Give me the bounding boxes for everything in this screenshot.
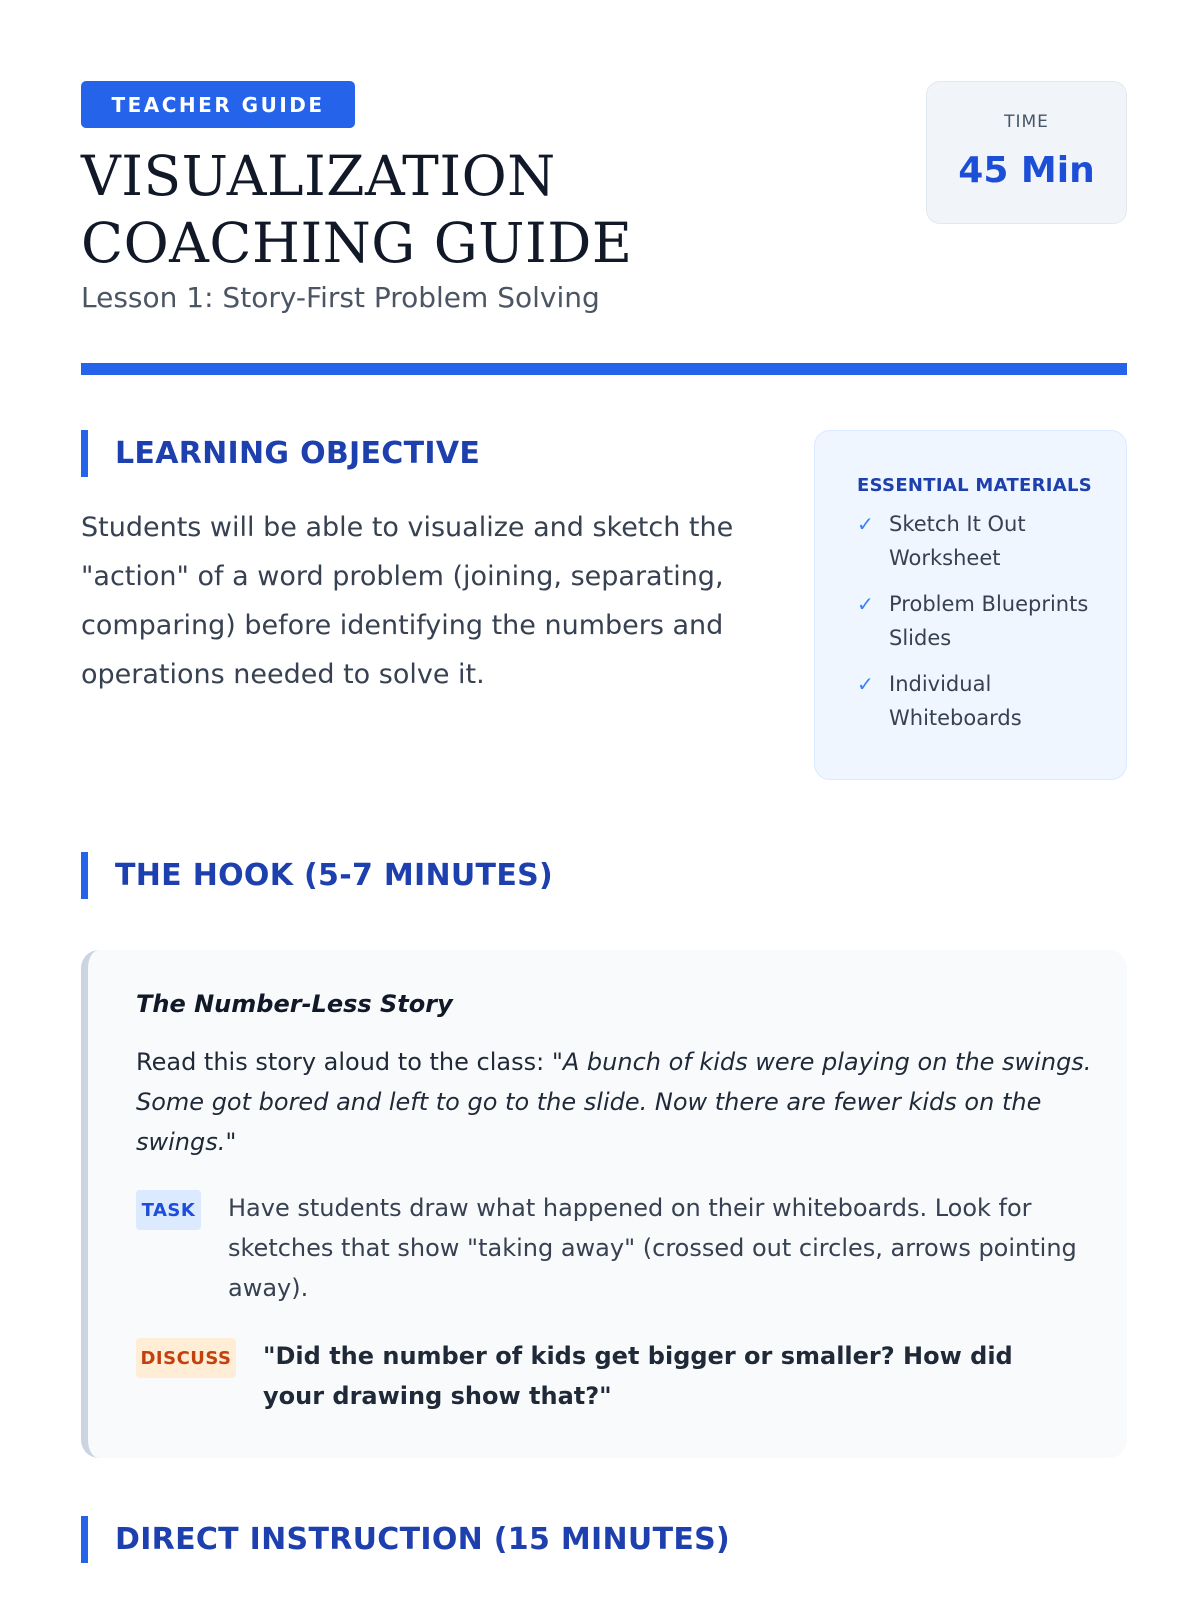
learning-objective-text: Students will be able to visualize and sketch the "action" of a word problem (joining, separating, comparing) before identifying the numbers and operations needed to solve it. <box>81 512 734 690</box>
lesson-subtitle: Lesson 1: Story-First Problem Solving <box>81 281 600 314</box>
material-item <box>857 587 1107 655</box>
learning-objective-heading: LEARNING OBJECTIVE <box>81 430 480 477</box>
essential-materials-card <box>814 430 1127 780</box>
task-tag: TASK <box>136 1190 201 1230</box>
material-label: Sketch It Out Worksheet <box>889 512 1026 570</box>
discuss-question: "Did the number of kids get bigger or smaller? How did your drawing show that?" <box>263 1342 1013 1410</box>
page-title: VISUALIZATION COACHING GUIDE <box>81 144 633 275</box>
hook-story <box>136 1042 1096 1162</box>
time-value: 45 Min <box>958 150 1095 191</box>
hook-story-intro: Read this story aloud to the class: <box>136 1048 552 1076</box>
hook-story-quote: "A bunch of kids were playing on the swings. Some got bored and left to go to the slide. Now there are fewer kids on the swings." <box>136 1048 1092 1156</box>
teacher-guide-badge: TEACHER GUIDE <box>81 81 355 128</box>
direct-instruction-heading: DIRECT INSTRUCTION (15 MINUTES) <box>81 1516 730 1563</box>
material-label: Problem Blueprints Slides <box>889 592 1089 650</box>
check-icon: ✓ <box>857 672 874 696</box>
check-icon: ✓ <box>857 592 874 616</box>
essential-materials-heading: ESSENTIAL MATERIALS <box>857 475 1093 496</box>
header-divider <box>81 363 1127 375</box>
material-item <box>857 507 1107 575</box>
hook-heading: THE HOOK (5-7 MINUTES) <box>81 852 553 899</box>
hook-activity-card <box>81 950 1127 1458</box>
time-label: TIME <box>1004 112 1049 132</box>
task-text: Have students draw what happened on their whiteboards. Look for sketches that show "taking away" (crossed out circles, arrows pointing away). <box>228 1194 1077 1302</box>
material-item <box>857 667 1107 735</box>
check-icon: ✓ <box>857 512 874 536</box>
material-label: Individual Whiteboards <box>889 672 1022 730</box>
hook-activity-title: The Number-Less Story <box>136 990 453 1018</box>
time-card <box>926 81 1127 224</box>
discuss-tag: DISCUSS <box>136 1338 236 1378</box>
